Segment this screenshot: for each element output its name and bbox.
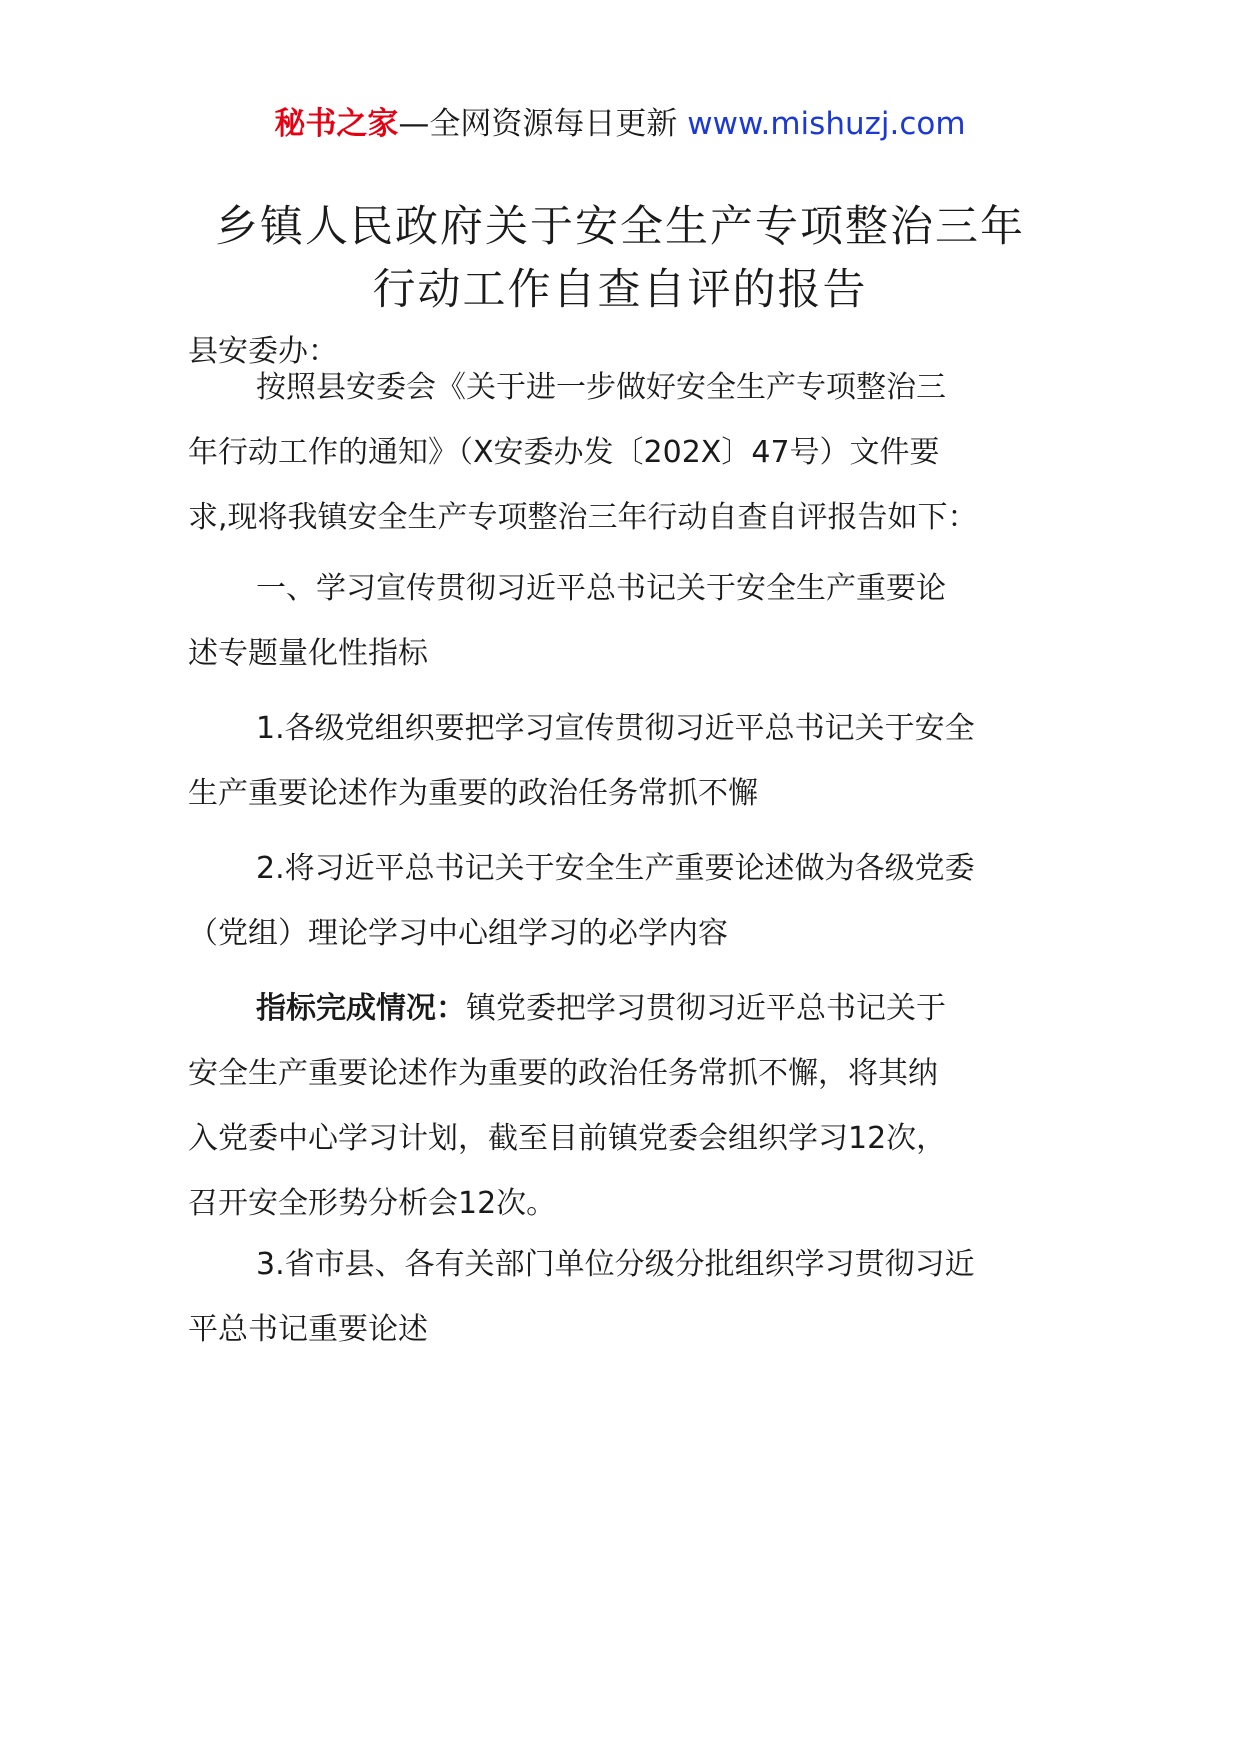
- title-line-2: 行动工作自查自评的报告: [372, 265, 868, 315]
- paragraph-line: 生产重要论述作为重要的政治任务常抓不懈: [188, 776, 758, 811]
- paragraph-line: 3.省市县、各有关部门单位分级分批组织学习贯彻习近: [256, 1247, 975, 1282]
- paragraph-intro: [188, 355, 1068, 550]
- paragraph-line: [188, 976, 1068, 1041]
- paragraph-line: 按照县安委会《关于进一步做好安全生产专项整治三: [256, 370, 946, 405]
- brand-slogan: —全网资源每日更新: [398, 106, 688, 142]
- completion-label: 指标完成情况：: [256, 991, 466, 1026]
- site-url-link[interactable]: www.mishuzj.com: [687, 106, 966, 142]
- paragraph-line: 平总书记重要论述: [188, 1312, 428, 1347]
- list-item-3: [188, 1232, 1068, 1362]
- paragraph-line: 2.将习近平总书记关于安全生产重要论述做为各级党委: [256, 851, 975, 886]
- paragraph-line: 述专题量化性指标: [188, 636, 428, 671]
- section-heading-1: [188, 556, 1068, 686]
- brand-name: 秘书之家: [274, 106, 399, 142]
- paragraph-line: 一、学习宣传贯彻习近平总书记关于安全生产重要论: [256, 571, 946, 606]
- completion-text: 镇党委把学习贯彻习近平总书记关于: [466, 991, 946, 1026]
- document-title: [140, 196, 1100, 322]
- paragraph-line: 年行动工作的通知》（X安委办发〔202X〕47号）文件要: [188, 435, 940, 470]
- paragraph-line: 安全生产重要论述作为重要的政治任务常抓不懈，将其纳: [188, 1056, 938, 1091]
- list-item-2: [188, 836, 1068, 966]
- site-header: [0, 102, 1240, 146]
- title-line-1: 乡镇人民政府关于安全生产专项整治三年: [215, 202, 1025, 252]
- paragraph-line: （党组）理论学习中心组学习的必学内容: [188, 916, 728, 951]
- completion-status: [188, 976, 1068, 1236]
- salutation: 县安委办：: [188, 334, 338, 369]
- list-item-1: [188, 696, 1068, 826]
- paragraph-line: 召开安全形势分析会12次。: [188, 1186, 557, 1221]
- paragraph-line: 求,现将我镇安全生产专项整治三年行动自查自评报告如下：: [188, 500, 978, 535]
- paragraph-line: 1.各级党组织要把学习宣传贯彻习近平总书记关于安全: [256, 711, 975, 746]
- paragraph-line: 入党委中心学习计划，截至目前镇党委会组织学习12次，: [188, 1121, 947, 1156]
